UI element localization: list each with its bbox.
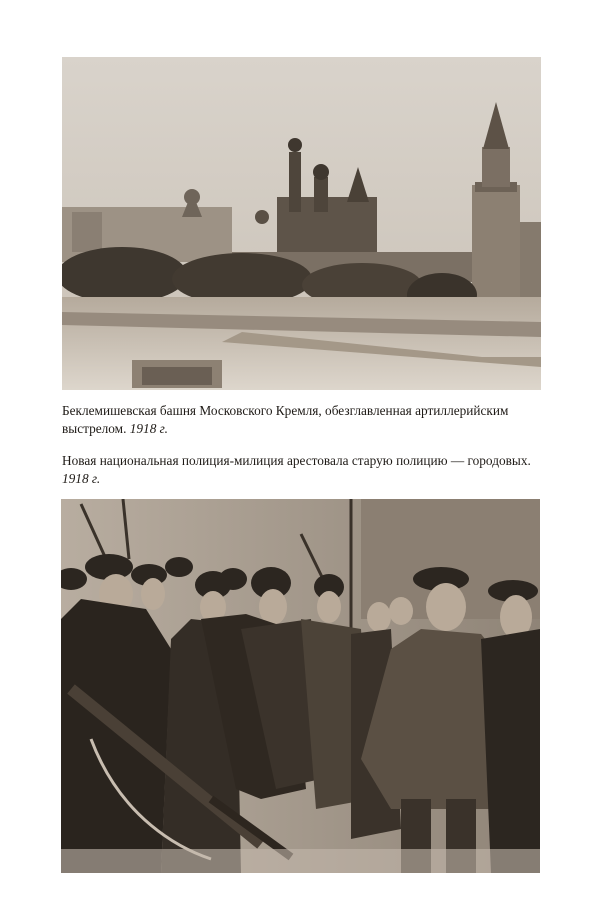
- caption-bottom-year: 1918 г.: [62, 471, 101, 486]
- caption-top-year: 1918 г.: [129, 421, 169, 436]
- militia-photo-image: [61, 499, 540, 873]
- caption-bottom-text: Новая национальная полиция-милиция арестовала старую полицию — городовых.: [62, 453, 531, 468]
- kremlin-photo-image: [62, 57, 541, 390]
- kremlin-photo: [62, 57, 541, 390]
- caption-bottom: [62, 452, 532, 488]
- caption-top-text: Беклемишевская башня Московского Кремля, обезглавленная артиллерийским выстрелом.: [62, 403, 509, 436]
- caption-top: [62, 402, 532, 438]
- militia-photo: [61, 499, 540, 873]
